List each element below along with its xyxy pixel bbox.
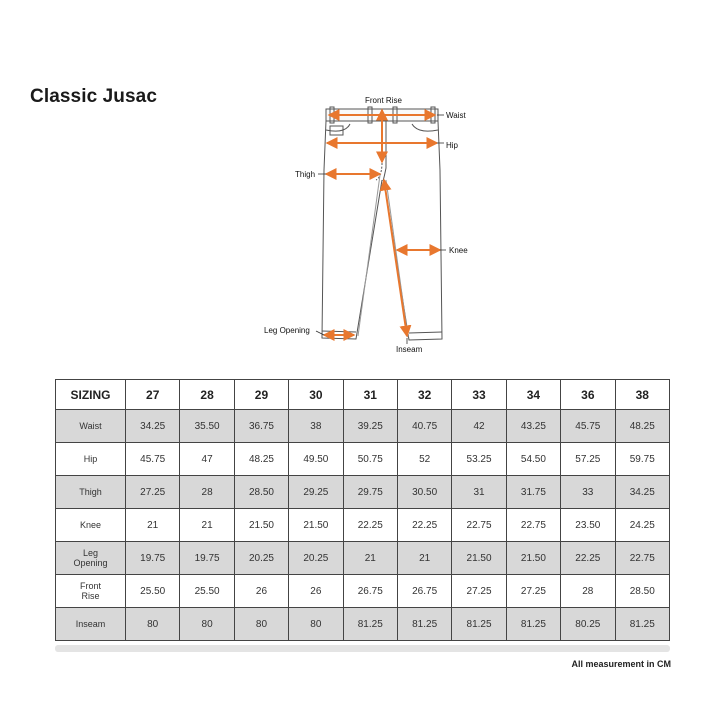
table-cell: 49.50: [289, 443, 343, 476]
table-cell: 21.50: [452, 542, 506, 575]
measurement-unit-note: All measurement in CM: [571, 659, 671, 669]
table-cell: 21: [397, 542, 451, 575]
table-cell: 20.25: [234, 542, 288, 575]
table-cell: 19.75: [180, 542, 234, 575]
row-label-text: Waist: [79, 421, 102, 431]
table-cell: 80: [180, 608, 234, 641]
table-cell: 27.25: [452, 575, 506, 608]
table-cell: 28: [561, 575, 615, 608]
table-cell: 22.25: [397, 509, 451, 542]
table-row: [56, 575, 670, 608]
inseam-arrow: [384, 180, 407, 336]
size-header-36: 36: [561, 380, 615, 410]
size-header-row: [56, 380, 670, 410]
table-cell: 27.25: [126, 476, 180, 509]
size-header-27: 27: [126, 380, 180, 410]
table-cell: 52: [397, 443, 451, 476]
table-row: [56, 443, 670, 476]
row-label-text: Rise: [81, 591, 100, 601]
leg-opening-label: Leg Opening: [264, 326, 310, 335]
table-cell: 40.75: [397, 410, 451, 443]
table-row: [56, 542, 670, 575]
size-header-32: 32: [397, 380, 451, 410]
table-cell: 24.25: [615, 509, 669, 542]
table-cell: 50.75: [343, 443, 397, 476]
row-label: [56, 476, 126, 509]
table-cell: 47: [180, 443, 234, 476]
table-cell: 42: [452, 410, 506, 443]
page-title: Classic Jusac: [30, 86, 157, 107]
row-label: [56, 542, 126, 575]
table-cell: 36.75: [234, 410, 288, 443]
table-cell: 59.75: [615, 443, 669, 476]
horizontal-scrollbar[interactable]: [55, 645, 670, 652]
row-label-text: Thigh: [79, 487, 102, 497]
hip-label: Hip: [446, 141, 459, 150]
table-cell: 29.75: [343, 476, 397, 509]
row-label: [56, 410, 126, 443]
table-cell: 81.25: [343, 608, 397, 641]
table-cell: 81.25: [506, 608, 560, 641]
table-cell: 21.50: [234, 509, 288, 542]
row-label: [56, 608, 126, 641]
table-cell: 28: [180, 476, 234, 509]
table-cell: 80: [289, 608, 343, 641]
table-cell: 26.75: [343, 575, 397, 608]
size-header-31: 31: [343, 380, 397, 410]
table-cell: 21.50: [289, 509, 343, 542]
table-cell: 35.50: [180, 410, 234, 443]
table-cell: 81.25: [397, 608, 451, 641]
table-cell: 81.25: [615, 608, 669, 641]
table-cell: 21: [180, 509, 234, 542]
row-label-text: Knee: [79, 520, 102, 530]
table-cell: 80: [234, 608, 288, 641]
row-label-text: Opening: [73, 558, 108, 568]
front-rise-label: Front Rise: [365, 96, 402, 105]
size-header-33: 33: [452, 380, 506, 410]
table-cell: 31: [452, 476, 506, 509]
row-label: [56, 575, 126, 608]
table-cell: 45.75: [561, 410, 615, 443]
table-cell: 19.75: [126, 542, 180, 575]
table-cell: 80: [126, 608, 180, 641]
waist-label: Waist: [446, 111, 466, 120]
table-cell: 29.25: [289, 476, 343, 509]
table-cell: 26: [289, 575, 343, 608]
table-cell: 38: [289, 410, 343, 443]
table-cell: 33: [561, 476, 615, 509]
table-cell: 45.75: [126, 443, 180, 476]
thigh-label: Thigh: [295, 170, 316, 179]
row-label-text: Inseam: [75, 619, 106, 629]
table-row: [56, 410, 670, 443]
table-cell: 22.75: [615, 542, 669, 575]
table-cell: 28.50: [615, 575, 669, 608]
table-cell: 54.50: [506, 443, 560, 476]
table-cell: 48.25: [234, 443, 288, 476]
row-label: [56, 443, 126, 476]
table-cell: 53.25: [452, 443, 506, 476]
size-header-30: 30: [289, 380, 343, 410]
table-row: [56, 509, 670, 542]
table-cell: 43.25: [506, 410, 560, 443]
size-header-29: 29: [234, 380, 288, 410]
table-cell: 26: [234, 575, 288, 608]
table-cell: 21.50: [506, 542, 560, 575]
row-label-text: Front: [79, 581, 101, 591]
table-row: [56, 476, 670, 509]
sizing-header: SIZING: [56, 380, 126, 410]
size-header-28: 28: [180, 380, 234, 410]
table-cell: 22.75: [506, 509, 560, 542]
table-cell: 28.50: [234, 476, 288, 509]
table-cell: 20.25: [289, 542, 343, 575]
table-cell: 21: [343, 542, 397, 575]
table-cell: 81.25: [452, 608, 506, 641]
row-label: [56, 509, 126, 542]
table-cell: 22.75: [452, 509, 506, 542]
table-cell: 22.25: [343, 509, 397, 542]
table-cell: 27.25: [506, 575, 560, 608]
table-cell: 25.50: [126, 575, 180, 608]
size-chart-table: [55, 379, 670, 641]
table-cell: 25.50: [180, 575, 234, 608]
table-cell: 34.25: [615, 476, 669, 509]
inseam-label: Inseam: [396, 345, 423, 354]
measurement-arrows: [324, 110, 440, 336]
size-header-38: 38: [615, 380, 669, 410]
table-cell: 39.25: [343, 410, 397, 443]
size-header-34: 34: [506, 380, 560, 410]
table-cell: 23.50: [561, 509, 615, 542]
table-cell: 31.75: [506, 476, 560, 509]
table-cell: 34.25: [126, 410, 180, 443]
table-cell: 48.25: [615, 410, 669, 443]
row-label-text: Hip: [83, 454, 98, 464]
table-cell: 22.25: [561, 542, 615, 575]
table-cell: 26.75: [397, 575, 451, 608]
table-cell: 57.25: [561, 443, 615, 476]
table-cell: 30.50: [397, 476, 451, 509]
table-cell: 21: [126, 509, 180, 542]
knee-label: Knee: [449, 246, 468, 255]
table-cell: 80.25: [561, 608, 615, 641]
row-label-text: Leg: [82, 548, 99, 558]
table-row: [56, 608, 670, 641]
